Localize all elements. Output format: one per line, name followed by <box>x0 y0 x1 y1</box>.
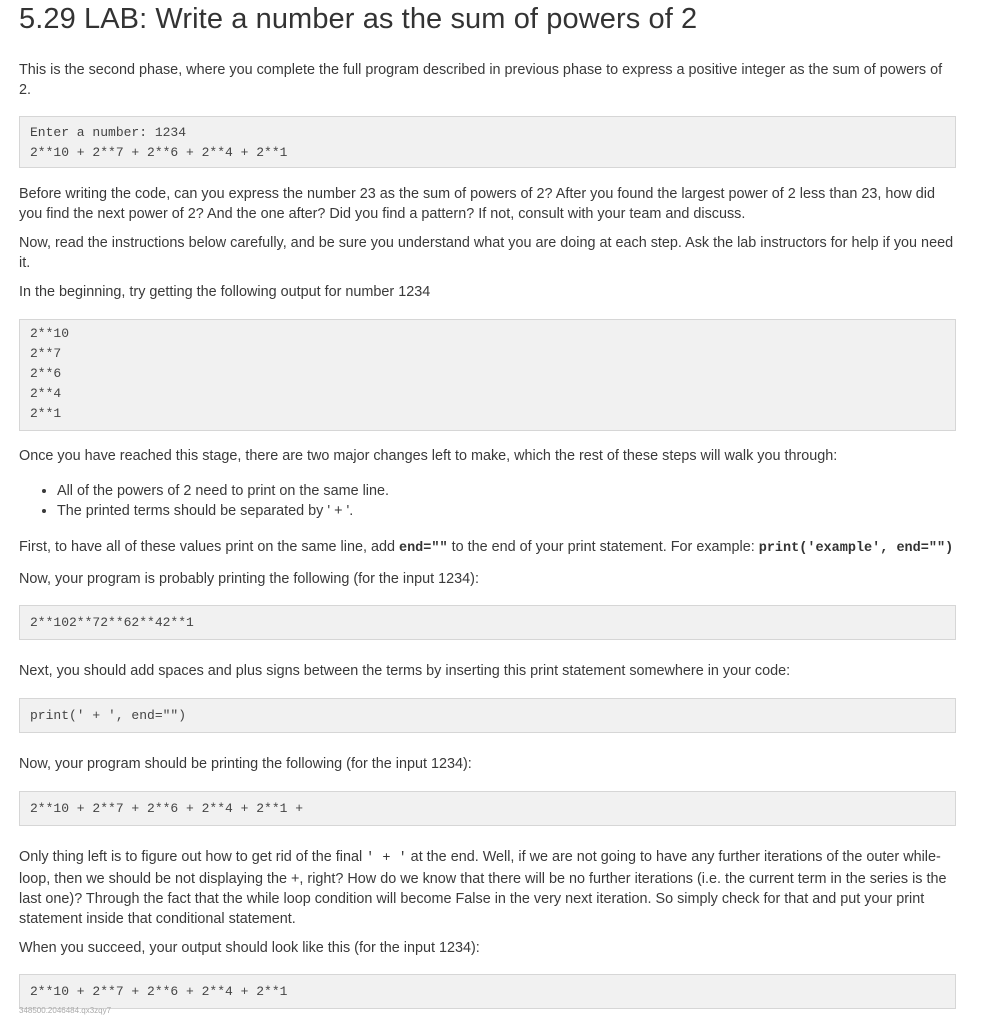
powers-code-block <box>19 319 956 431</box>
power-line: 2**4 <box>30 386 62 401</box>
power-line: 2**1 <box>30 406 62 421</box>
first-paragraph <box>19 537 956 559</box>
probably-paragraph: Now, your program is probably printing the following (for the input 1234): <box>19 571 479 587</box>
first-paragraph-text: First, to have all of these values print on the same line, add <box>19 539 399 555</box>
lab-page <box>19 0 956 1009</box>
power-line: 2**10 <box>30 326 70 341</box>
last-paragraph-text: at the end. Well, if we are not going to have any further iterations of the outer while-loop, then we should be not displaying the +, right? How do we know that there will be no further iterations (i.e. the current term in the series is the last one)? Through the fact that the while loop condition will become False in the very next iteration. So simply check for that and put your print statement inside that conditional statement. <box>19 849 947 927</box>
example-code-block <box>19 116 956 168</box>
page-title: 5.29 LAB: Write a number as the sum of powers of 2 <box>19 3 698 35</box>
list-item: • The printed terms should be separated by ' + '. <box>57 501 956 521</box>
print-statement-block: print(' + ', end="") <box>19 698 956 733</box>
final-output-block: 2**10 + 2**7 + 2**6 + 2**4 + 2**1 <box>19 974 956 1009</box>
power-line: 2**7 <box>30 346 62 361</box>
read-instructions-paragraph: Now, read the instructions below carefully, and be sure you understand what you are doing at each step. Ask the lab instructors for help if you need it. <box>19 235 954 271</box>
last-paragraph <box>19 847 956 929</box>
once-paragraph: Once you have reached this stage, there are two major changes left to make, which the rest of these steps will walk you through: <box>19 448 838 464</box>
beginning-paragraph: In the beginning, try getting the following output for number 1234 <box>19 284 431 300</box>
end-code: end="" <box>398 541 448 556</box>
example-line-2: 2**10 + 2**7 + 2**6 + 2**4 + 2**1 <box>30 145 288 160</box>
last-paragraph-text: Only thing left is to figure out how to get rid of the final <box>19 849 367 865</box>
print-example-code: print('example', end="") <box>758 541 954 556</box>
list-item: • All of the powers of 2 need to print on the same line. <box>57 481 956 501</box>
plus-code: ' + ' <box>366 851 407 866</box>
intro-paragraph: This is the second phase, where you complete the full program described in previous phase to express a positive integer as the sum of powers of 2. <box>19 62 943 98</box>
should-paragraph: Now, your program should be printing the following (for the input 1234): <box>19 756 472 772</box>
changes-list <box>19 481 956 521</box>
concat-output-block: 2**102**72**62**42**1 <box>19 605 956 640</box>
next-paragraph: Next, you should add spaces and plus signs between the terms by inserting this print statement somewhere in your code: <box>19 663 791 679</box>
before-writing-paragraph: Before writing the code, can you express the number 23 as the sum of powers of 2? After you found the largest power of 2 less than 23, how did you find the next power of 2? And the one after? Did you find a pattern? If not, consult with your team and discuss. <box>19 186 935 222</box>
trailing-output-block: 2**10 + 2**7 + 2**6 + 2**4 + 2**1 + <box>19 791 956 826</box>
succeed-paragraph: When you succeed, your output should look like this (for the input 1234): <box>19 940 480 956</box>
footer-id: 348500.2046484.qx3zqy7 <box>19 1006 112 1015</box>
example-line-1: Enter a number: 1234 <box>30 125 187 140</box>
power-line: 2**6 <box>30 366 62 381</box>
first-paragraph-text: to the end of your print statement. For example: <box>447 539 759 555</box>
